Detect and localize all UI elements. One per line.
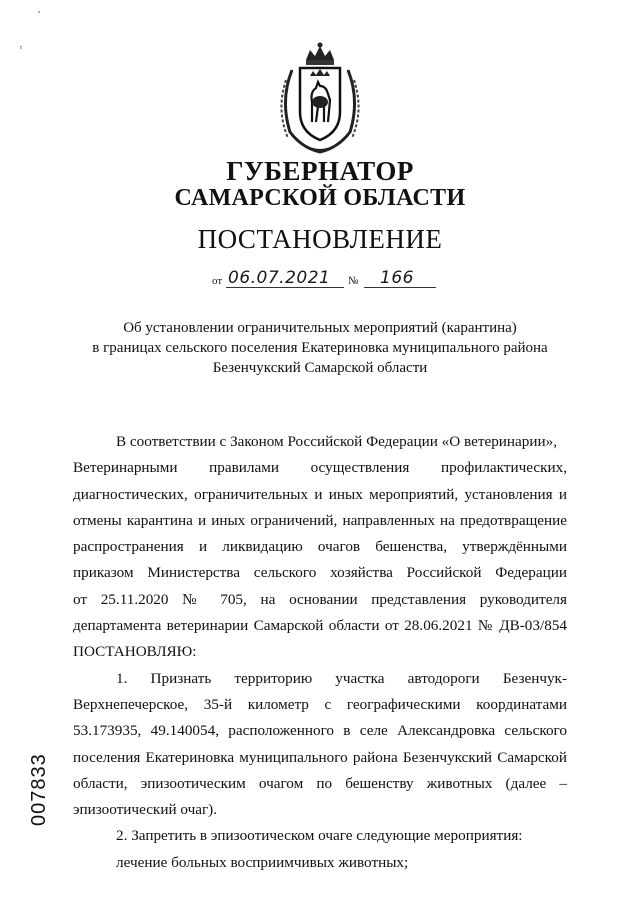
body-line: отмены карантина и иных ограничений, направленных на предотвращение (73, 511, 567, 529)
date-number-line (212, 268, 442, 290)
registration-number-vertical (26, 753, 56, 828)
clause-1-line: поселения Екатериновка муниципального района Безенчукский Самарской (73, 748, 567, 766)
issuer-line-1: ГУБЕРНАТОР (226, 156, 414, 186)
coat-of-arms-icon (272, 40, 368, 158)
registration-number: 007833 (28, 753, 50, 826)
document-date: 06.07.2021 (228, 268, 331, 288)
clause-1-line: эпизоотический очаг). (73, 801, 218, 819)
title-line: Об установлении ограничительных мероприятий (карантина) (123, 320, 517, 336)
body-line: от 25.11.2020 № 705, на основании представления руководителя (73, 590, 567, 608)
title-line: в границах сельского поселения Екатериновка муниципального района (92, 340, 548, 356)
document-type: ПОСТАНОВЛЕНИЕ (197, 224, 443, 254)
clause-1-line: 53.173935, 49.140054, расположенного в селе Александровка сельского (73, 722, 567, 740)
from-label: от (212, 275, 223, 287)
body-line-resolve: ПОСТАНОВЛЯЮ: (73, 643, 197, 661)
clause-1-line: 1. Признать территорию участка автодороги Безенчук- (116, 669, 567, 687)
scan-mark: ᵣ (20, 40, 23, 51)
document-body (73, 429, 567, 876)
body-line: департамента ветеринарии Самарской области от 28.06.2021 № ДВ-03/854 (73, 617, 567, 635)
body-line: В соответствии с Законом Российской Федерации «О ветеринарии», (116, 433, 558, 450)
clause-2-line: 2. Запретить в эпизоотическом очаге следующие мероприятия: (116, 827, 523, 845)
clause-2-line: лечение больных восприимчивых животных; (116, 853, 409, 871)
document-number: 166 (380, 268, 414, 288)
body-line: диагностических, ограничительных и иных мероприятий, установления и (73, 485, 567, 503)
clause-1-line: Верхнепечерское, 35-й километр с географическими координатами (73, 695, 567, 713)
issuer-line-2: САМАРСКОЙ ОБЛАСТИ (174, 185, 466, 211)
scan-mark: ʹ (38, 10, 41, 21)
body-line: распространения и ликвидацию очагов бешенства, утверждёнными (73, 538, 567, 556)
body-line: приказом Министерства сельского хозяйства Российской Федерации (73, 564, 567, 582)
clause-1-line: области, эпизоотическим очагом по бешенству животных (далее – (73, 774, 567, 792)
body-line: Ветеринарными правилами осуществления профилактических, (73, 459, 567, 477)
number-label: № (348, 275, 359, 287)
document-title (0, 318, 640, 378)
title-line: Безенчукский Самарской области (212, 360, 428, 376)
